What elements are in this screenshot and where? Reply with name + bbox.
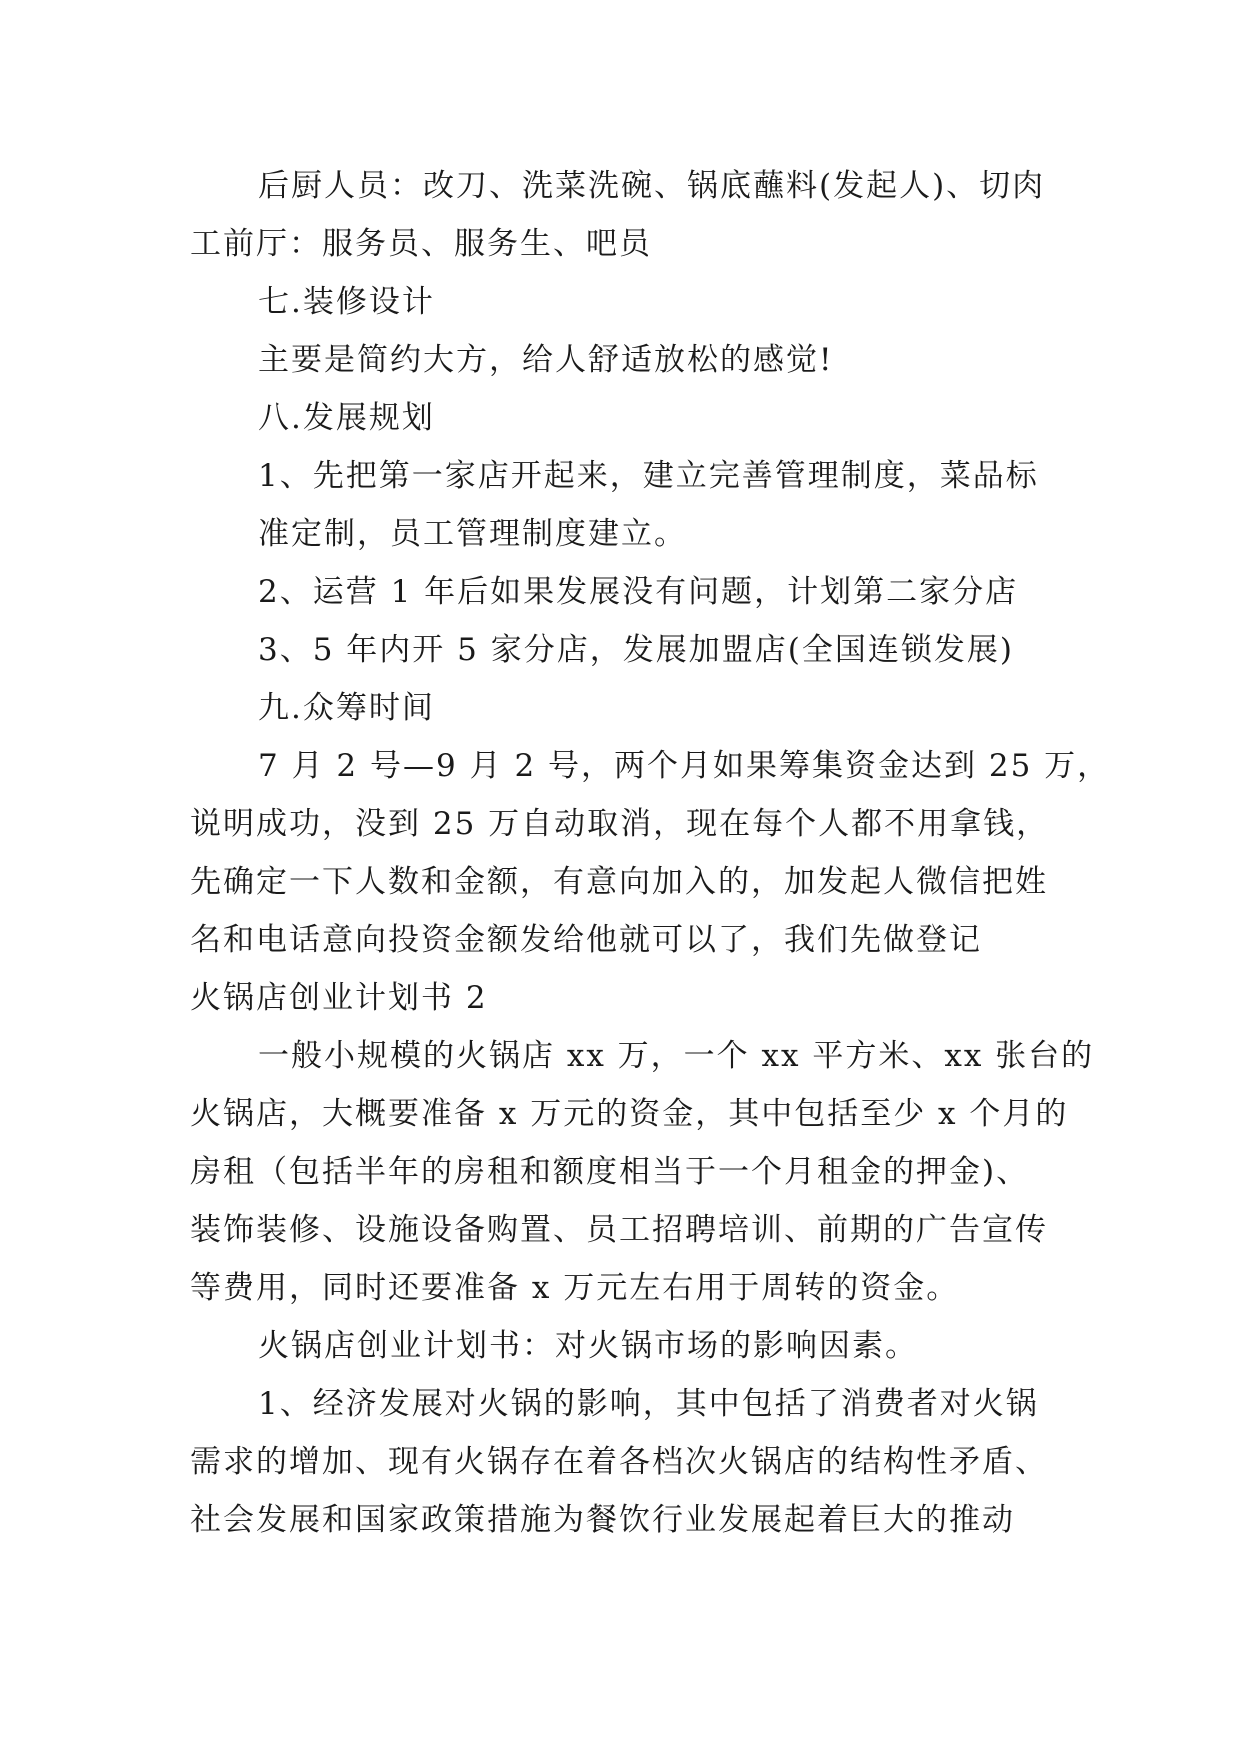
list-item-line: 需求的增加、现有火锅存在着各档次火锅店的结构性矛盾、	[190, 1444, 1048, 1480]
body-text-line: 主要是简约大方，给人舒适放松的感觉!	[258, 342, 834, 378]
list-item-line: 准定制，员工管理制度建立。	[258, 516, 687, 552]
section-heading: 八.发展规划	[258, 400, 435, 436]
section-heading: 九.众筹时间	[258, 690, 435, 726]
list-item-line: 1、先把第一家店开起来，建立完善管理制度，菜品标	[258, 458, 1039, 494]
body-text-line: 名和电话意向投资金额发给他就可以了，我们先做登记	[190, 922, 982, 958]
body-text-line: 先确定一下人数和金额，有意向加入的，加发起人微信把姓	[190, 864, 1048, 900]
body-text-line: 房租（包括半年的房租和额度相当于一个月租金的押金)、	[190, 1154, 1030, 1190]
body-text-line: 7 月 2 号—9 月 2 号，两个月如果筹集资金达到 25 万，	[258, 748, 1111, 784]
body-text-line: 后厨人员：改刀、洗菜洗碗、锅底蘸料(发起人)、切肉	[258, 168, 1046, 204]
body-text-line: 火锅店，大概要准备 x 万元的资金，其中包括至少 x 个月的	[190, 1096, 1069, 1132]
body-text-line: 装饰装修、设施设备购置、员工招聘培训、前期的广告宣传	[190, 1212, 1048, 1248]
document-title: 火锅店创业计划书 2	[190, 980, 488, 1016]
body-text-line: 工前厅：服务员、服务生、吧员	[190, 226, 652, 262]
list-item-line: 社会发展和国家政策措施为餐饮行业发展起着巨大的推动	[190, 1502, 1015, 1538]
body-text-line: 火锅店创业计划书：对火锅市场的影响因素。	[258, 1328, 918, 1364]
body-text-line: 说明成功，没到 25 万自动取消，现在每个人都不用拿钱，	[190, 806, 1050, 842]
body-text-line: 等费用，同时还要准备 x 万元左右用于周转的资金。	[190, 1270, 960, 1306]
list-item-line: 1、经济发展对火锅的影响，其中包括了消费者对火锅	[258, 1386, 1039, 1422]
list-item-line: 3、5 年内开 5 家分店，发展加盟店(全国连锁发展)	[258, 632, 1014, 668]
section-heading: 七.装修设计	[258, 284, 435, 320]
body-text-line: 一般小规模的火锅店 xx 万，一个 xx 平方米、xx 张台的	[258, 1038, 1095, 1074]
list-item-line: 2、运营 1 年后如果发展没有问题，计划第二家分店	[258, 574, 1019, 610]
